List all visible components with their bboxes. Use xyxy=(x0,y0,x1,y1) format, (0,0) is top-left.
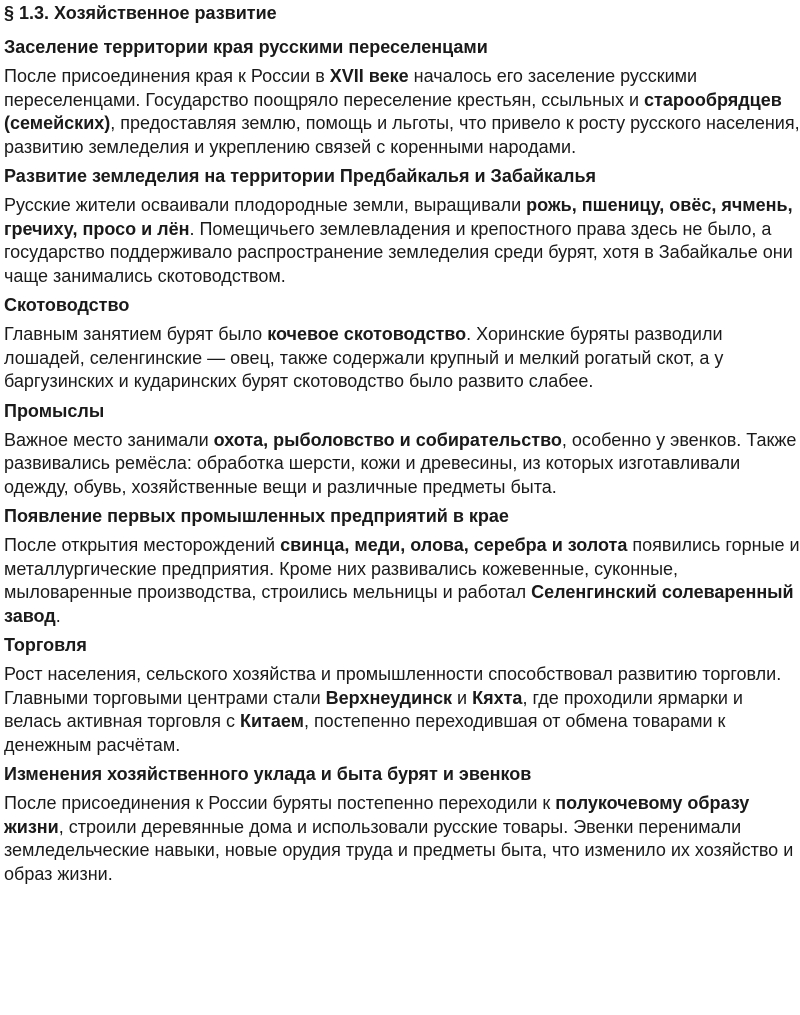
text-run: и xyxy=(452,687,473,708)
bold-term: охота, рыболовство и собирательство xyxy=(213,429,562,450)
text-run: началось его заселение русскими переселенцами. Государство поощряло переселение крестьян, ссыльных и xyxy=(4,66,698,110)
section-heading: Изменения хозяйственного уклада и быта бурят и эвенков xyxy=(4,764,532,784)
document-title: § 1.3. Хозяйственное развитие xyxy=(4,3,277,23)
bold-term: рожь, пшеницу, овёс, ячмень, гречиху, просо и лён xyxy=(4,195,793,239)
section xyxy=(4,634,800,757)
text-run: . Хоринские буряты разводили лошадей, селенгинские — овец, также содержали крупный и мелкий рогатый скот, а у баргузинских и кударинских бурят скотоводство было развито слабее. xyxy=(4,324,724,391)
section-paragraph xyxy=(4,65,800,159)
section-heading: Торговля xyxy=(4,635,87,655)
text-run: После открытия месторождений xyxy=(4,535,281,555)
text-run: . xyxy=(55,605,61,626)
text-run: . Помещичьего землевладения и крепостного права здесь не было, а государство поддерживало распространение земледелия среди бурят, хотя в Забайкалье они чаще занимались скотоводством. xyxy=(4,218,793,286)
bold-term: Китаем xyxy=(239,711,304,731)
text-run: , строили деревянные дома и использовали русские товары. Эвенки перенимали земледельческие навыки, новые орудия труда и предметы быта, что изменило их хозяйство и образ жизни. xyxy=(4,816,794,884)
text-run: , предоставляя землю, помощь и льготы, что привело к росту русского населения, развитию земледелия и укреплению связей с коренными народами. xyxy=(4,113,800,157)
section-paragraph xyxy=(4,663,800,757)
text-run: появились горные и металлургические предприятия. Кроме них развивались кожевенные, суконные, мыловаренные производства, строились мельницы и работал xyxy=(4,535,800,602)
section-paragraph xyxy=(4,194,800,288)
sections-container xyxy=(4,36,800,886)
section xyxy=(4,505,800,628)
section-heading: Промыслы xyxy=(4,400,105,421)
bold-term: Кяхта xyxy=(472,687,523,708)
text-run: После присоединения края к России в xyxy=(4,66,330,86)
section-heading: Заселение территории края русскими переселенцами xyxy=(4,37,488,57)
text-run: Рост населения, сельского хозяйства и промышленности способствовал развитию торговли. Главными торговыми центрами стали xyxy=(4,664,782,708)
section-paragraph xyxy=(4,792,800,886)
section-paragraph xyxy=(4,429,800,500)
section xyxy=(4,36,800,159)
text-run: , где проходили ярмарки и велась активная торговля с xyxy=(4,687,743,731)
section xyxy=(4,294,800,394)
text-run: После присоединения к России буряты постепенно переходили к xyxy=(4,793,556,813)
bold-term: кочевое скотоводство xyxy=(267,324,467,344)
bold-term: XVII веке xyxy=(329,66,409,86)
section-heading: Развитие земледелия на территории Предбайкалья и Забайкалья xyxy=(4,166,597,186)
section-heading: Появление первых промышленных предприятий в крае xyxy=(4,506,509,526)
bold-term: полукочевому образу жизни xyxy=(4,793,750,837)
bold-term: Верхнеудинск xyxy=(325,687,453,708)
section-paragraph xyxy=(4,534,800,628)
section xyxy=(4,165,800,288)
bold-term: старообрядцев (семейских) xyxy=(4,89,782,133)
text-run: , постепенно переходившая от обмена товарами к денежным расчётам. xyxy=(4,711,726,755)
text-run: , особенно у эвенков. Также развивались ремёсла: обработка шерсти, кожи и древесины, из которых изготавливали одежду, обувь, хозяйственные вещи и различные предметы быта. xyxy=(4,429,797,497)
section-paragraph xyxy=(4,323,800,394)
text-run: Русские жители осваивали плодородные земли, выращивали xyxy=(4,195,527,215)
section-heading: Скотоводство xyxy=(4,295,130,315)
section xyxy=(4,763,800,886)
bold-term: свинца, меди, олова, серебра и золота xyxy=(280,535,628,555)
bold-term: Селенгинский солеваренный завод xyxy=(4,582,794,626)
text-run: Важное место занимали xyxy=(4,429,214,450)
text-run: Главным занятием бурят было xyxy=(4,324,268,344)
section xyxy=(4,400,800,500)
